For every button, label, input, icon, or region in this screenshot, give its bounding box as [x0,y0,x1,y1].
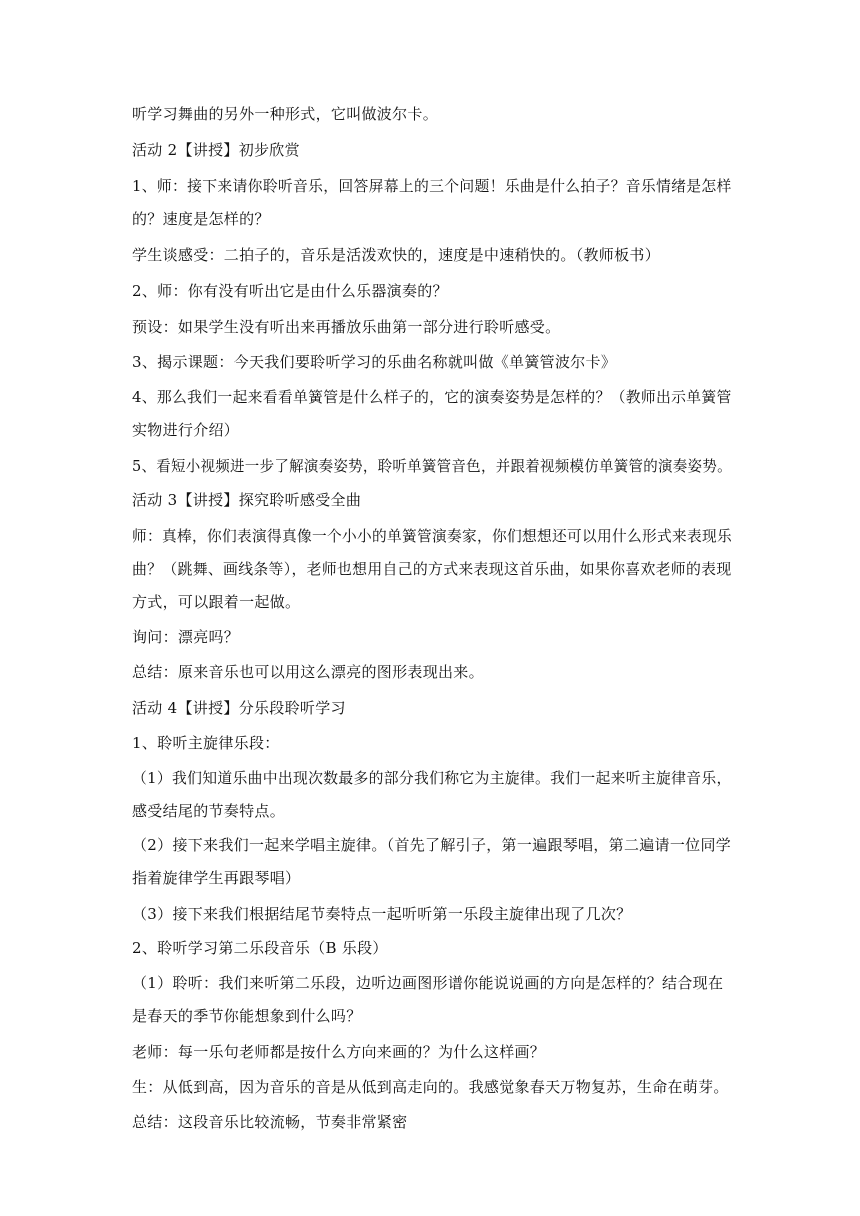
text-line: 的？速度是怎样的？ [132,210,270,228]
text-line: 预设：如果学生没有听出来再播放乐曲第一部分进行聆听感受。 [132,318,561,336]
text-line: 5、看短小视频进一步了解演奏姿势，聆听单簧管音色，并跟着视频模仿单簧管的演奏姿势。 [132,457,732,475]
text-line: 曲？（跳舞、画线条等），老师也想用自己的方式来表现这首乐曲，如果你喜欢老师的表现 [132,560,732,578]
text-line: 方式，可以跟着一起做。 [132,593,301,611]
text-line: （2）接下来我们一起来学唱主旋律。（首先了解引子，第一遍跟琴唱，第二遍请一位同学 [132,836,732,854]
text-line: （1）我们知道乐曲中出现次数最多的部分我们称它为主旋律。我们一起来听主旋律音乐， [132,769,732,787]
text-line: 2、聆听学习第二乐段音乐（B 乐段） [132,939,388,957]
text-line: 3、揭示课题：今天我们要聆听学习的乐曲名称就叫做《单簧管波尔卡》 [132,353,617,371]
text-line: 指着旋律学生再跟琴唱） [132,869,301,887]
text-line: 总结：原来音乐也可以用这么漂亮的图形表现出来。 [132,663,484,681]
text-line: 总结：这段音乐比较流畅，节奏非常紧密 [132,1113,408,1131]
text-line: 实物进行介绍） [132,421,240,439]
text-line: 感受结尾的节奏特点。 [132,802,286,820]
activity-heading: 活动 4【讲授】分乐段聆听学习 [132,699,346,717]
text-line: 2、师：你有没有听出它是由什么乐器演奏的？ [132,282,448,300]
text-line: 1、师：接下来请你聆听音乐，回答屏幕上的三个问题！乐曲是什么拍子？音乐情绪是怎样 [132,177,732,195]
text-line: （3）接下来我们根据结尾节奏特点一起听听第一乐段主旋律出现了几次？ [132,905,632,923]
text-line: 询问：漂亮吗？ [132,628,240,646]
text-line: 4、那么我们一起来看看单簧管是什么样子的，它的演奏姿势是怎样的？（教师出示单簧管 [132,388,732,406]
text-line: 1、聆听主旋律乐段： [132,734,280,752]
text-line: 是春天的季节你能想象到什么吗？ [132,1007,362,1025]
text-line: 老师：每一乐句老师都是按什么方向来画的？为什么这样画？ [132,1043,546,1061]
text-line: 学生谈感受：二拍子的，音乐是活泼欢快的，速度是中速稍快的。（教师板书） [132,246,661,264]
activity-heading: 活动 3【讲授】探究聆听感受全曲 [132,491,362,509]
activity-heading: 活动 2【讲授】初步欣赏 [132,141,300,159]
text-line: （1）聆听：我们来听第二乐段，边听边画图形谱你能说说画的方向是怎样的？结合现在 [132,974,724,992]
text-line: 师：真棒，你们表演得真像一个小小的单簧管演奏家，你们想想还可以用什么形式来表现乐 [132,527,733,545]
text-line: 生：从低到高，因为音乐的音是从低到高走向的。我感觉象春天万物复苏，生命在萌芽。 [132,1078,729,1096]
text-line: 听学习舞曲的另外一种形式，它叫做波尔卡。 [132,105,439,123]
